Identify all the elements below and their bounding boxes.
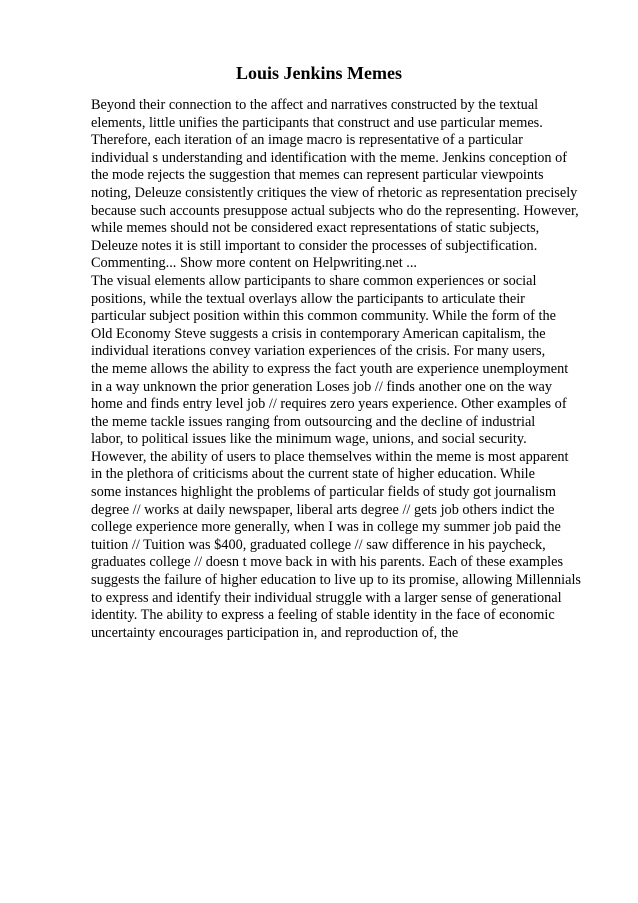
body-line: noting, Deleuze consistently critiques the view of rhetoric as representation precisely xyxy=(91,184,578,201)
body-line: The visual elements allow participants to share common experiences or social xyxy=(91,272,537,289)
body-line: because such accounts presuppose actual subjects who do the representing. However, xyxy=(91,202,579,219)
body-line: individual iterations convey variation experiences of the crisis. For many users, xyxy=(91,343,546,360)
body-line: Deleuze notes it is still important to consider the processes of subjectification. xyxy=(91,237,538,254)
body-line: degree // works at daily newspaper, liberal arts degree // gets job others indict the xyxy=(91,501,555,518)
body-line: tuition // Tuition was $400, graduated college // saw difference in his paycheck, xyxy=(91,536,546,553)
body-line: some instances highlight the problems of particular fields of study got journalism xyxy=(91,484,556,501)
body-line: However, the ability of users to place themselves within the meme is most apparent xyxy=(91,448,569,465)
body-line: individual s understanding and identification with the meme. Jenkins conception of xyxy=(91,149,568,166)
body-line: in a way unknown the prior generation Loses job // finds another one on the way xyxy=(91,378,552,395)
body-line: in the plethora of criticisms about the current state of higher education. While xyxy=(91,466,535,483)
body-line: the meme allows the ability to express the fact youth are experience unemployment xyxy=(91,360,569,377)
body-line: Old Economy Steve suggests a crisis in contemporary American capitalism, the xyxy=(91,325,546,342)
body-line: Commenting... Show more content on Helpwriting.net ... xyxy=(91,255,418,272)
body-line: identity. The ability to express a feeling of stable identity in the face of economic xyxy=(91,607,555,624)
body-line: elements, little unifies the participants that construct and use particular memes. xyxy=(91,114,543,131)
body-line: college experience more generally, when I was in college my summer job paid the xyxy=(91,519,561,536)
body-line: labor, to political issues like the minimum wage, unions, and social security. xyxy=(91,431,527,448)
body-line: Beyond their connection to the affect and narratives constructed by the textual xyxy=(91,97,539,113)
body-line: the mode rejects the suggestion that memes can represent particular viewpoints xyxy=(91,167,544,184)
body-line: while memes should not be considered exact representations of static subjects, xyxy=(91,220,540,237)
body-line: uncertainty encourages participation in, and reproduction of, the xyxy=(91,624,459,641)
body-line: home and finds entry level job // requires zero years experience. Other examples of xyxy=(91,396,567,413)
body-line: to express and identify their individual struggle with a larger sense of generational xyxy=(91,589,562,606)
body-line: the meme tackle issues ranging from outsourcing and the decline of industrial xyxy=(91,413,536,430)
document-title: Louis Jenkins Memes xyxy=(235,63,403,83)
body-line: Therefore, each iteration of an image macro is representative of a particular xyxy=(91,132,523,149)
body-line: positions, while the textual overlays allow the participants to articulate their xyxy=(91,290,525,307)
body-line: graduates college // doesn t move back in with his parents. Each of these examples xyxy=(91,554,564,571)
document-body xyxy=(91,97,611,642)
body-line: suggests the failure of higher education to live up to its promise, allowing Millennials xyxy=(91,572,581,589)
body-line: particular subject position within this common community. While the form of the xyxy=(91,308,556,325)
